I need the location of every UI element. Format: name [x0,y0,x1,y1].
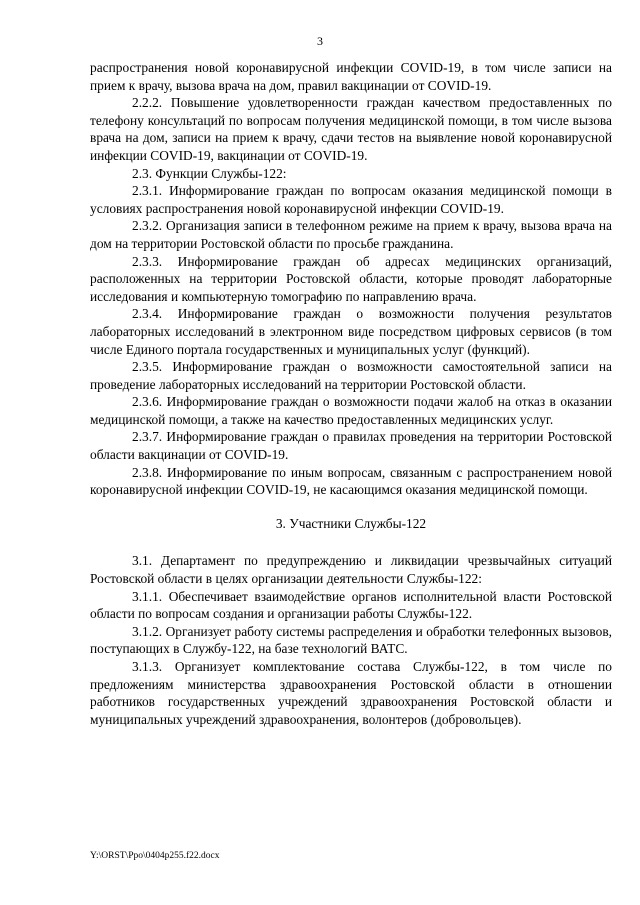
paragraph-2-3-4: 2.3.4. Информирование граждан о возможности получения результатов лабораторных исследований в электронном виде посредством цифровых сервисов (в том числе Единого портала государственных и муниципальных услуг (функций). [90,306,612,357]
paragraph-3-1-2: 3.1.2. Организует работу системы распределения и обработки телефонных вызовов, поступающих в Службу-122, на базе технологий ВАТС. [90,623,612,657]
paragraph-3-1-1: 3.1.1. Обеспечивает взаимодействие органов исполнительной власти Ростовской области по вопросам создания и организации работы Службы-122. [90,588,612,622]
paragraph-2-3-6: 2.3.6. Информирование граждан о возможности подачи жалоб на отказ в оказании медицинской помощи, а также на качество предоставленных медицинских услуг. [90,394,612,427]
paragraph-2-3-2: 2.3.2. Организация записи в телефонном режиме на прием к врачу, вызова врача на дом на территории Ростовской области по просьбе гражданина. [90,218,612,251]
paragraph-2-2-2: 2.2.2. Повышение удовлетворенности граждан качеством предоставленных по телефону консультаций по вопросам получения медицинской помощи, в том числе вызова врача на дом, записи на прием к врачу, сдачи тестов на выявление новой коронавирусной инфекции COVID-19, вакцинации от COVID-19. [90,95,612,163]
paragraph-3-1-3: 3.1.3. Организует комплектование состава Службы-122, в том числе по предложениям министерства здравоохранения Ростовской области в отношении работников государственных учреждений здравоохранения Ростовской области и муниципальных учреждений здравоохранения, волонтеров (добровольцев). [90,659,612,727]
paragraph-2-3-1: 2.3.1. Информирование граждан по вопросам оказания медицинской помощи в условиях распространения новой коронавирусной инфекции COVID-19. [90,183,612,216]
paragraph-2-3-3: 2.3.3. Информирование граждан об адресах медицинских организаций, расположенных на территории Ростовской области, которые проводят лабораторные исследования и компьютерную томографию по направлению врача. [90,253,612,304]
footer-file-path: Y:\ORST\Ppo\0404p255.f22.docx [90,851,220,861]
paragraph-2-3-8: 2.3.8. Информирование по иным вопросам, связанным с распространением новой коронавирусной инфекции COVID-19, не касающимся оказания медицинской помощи. [90,464,612,498]
paragraph-3-1: 3.1. Департамент по предупреждению и ликвидации чрезвычайных ситуаций Ростовской области в целях организации деятельности Службы-122: [90,553,612,587]
paragraph-2-3-7: 2.3.7. Информирование граждан о правилах проведения на территории Ростовской области вакцинации от COVID-19. [90,429,612,463]
section-heading: 3. Участники Службы-122 [275,515,427,531]
paragraph-continuation: распространения новой коронавирусной инфекции COVID-19, в том числе записи на прием к врачу, вызова врача на дом, правил вакцинации от COVID-19. [90,60,612,93]
paragraph-2-3-5: 2.3.5. Информирование граждан о возможности самостоятельной записи на проведение лабораторных исследований на территории Ростовской области. [90,359,612,392]
page-number: 3 [317,34,323,48]
document-body [90,59,612,728]
paragraph-2-3: 2.3. Функции Службы-122: [132,165,287,181]
